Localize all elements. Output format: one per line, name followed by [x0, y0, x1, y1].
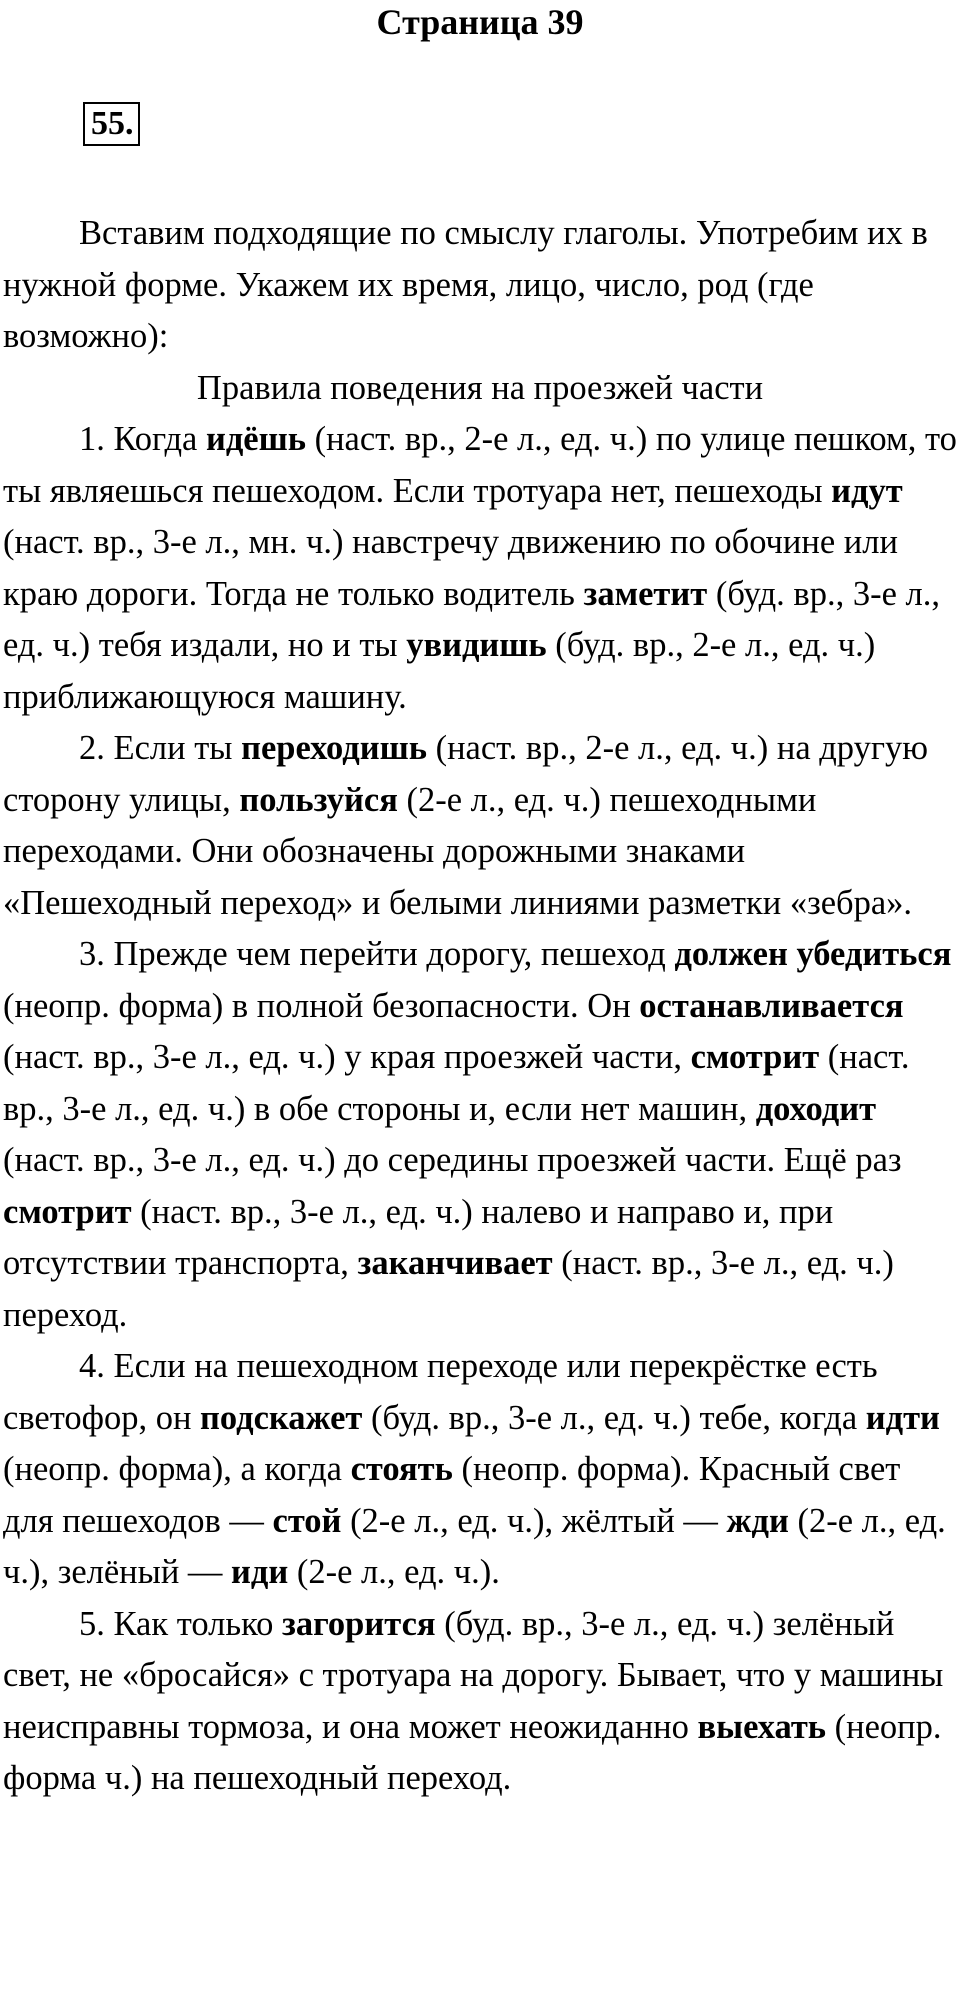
highlighted-verb: идёшь	[205, 420, 306, 458]
rule-paragraph	[3, 1341, 957, 1599]
highlighted-verb: стоять	[350, 1450, 453, 1488]
section-heading: Правила поведения на проезжей части	[196, 368, 764, 407]
highlighted-verb: переходишь	[241, 729, 427, 767]
text-segment: (наст. вр., 3-е л., ед. ч.) в обе стороны и, если нет машин,	[3, 1038, 910, 1128]
task-number-container	[83, 102, 957, 150]
highlighted-verb: загорится	[282, 1604, 436, 1643]
text-segment: (неопр. форма ч.) на пешеходный переход.	[3, 1707, 942, 1797]
highlighted-verb: заметит	[583, 574, 708, 613]
text-segment: (неопр. форма), а когда	[3, 1450, 351, 1488]
highlighted-verb: смотрит	[3, 1192, 132, 1231]
rule-paragraph	[3, 1599, 957, 1805]
document-body	[3, 208, 957, 1805]
text-segment: 2. Если ты	[79, 729, 242, 767]
text-segment: 4. Если на пешеходном переходе или перекрёстке есть светофор, он	[3, 1347, 878, 1437]
highlighted-verb: иди	[231, 1553, 289, 1591]
highlighted-verb: должен убедиться	[674, 935, 952, 973]
highlighted-verb: идут	[831, 471, 903, 510]
highlighted-verb: выехать	[697, 1707, 827, 1746]
rules-list	[3, 414, 957, 1805]
text-segment: (2-е л., ед. ч.).	[288, 1553, 500, 1591]
text-segment: (2-е л., ед. ч.), зелёный —	[3, 1501, 946, 1591]
text-segment: (буд. вр., 3-е л., ед. ч.) тебя издали, но и ты	[3, 574, 940, 664]
text-segment: (буд. вр., 3-е л., ед. ч.) тебе, когда	[362, 1398, 866, 1437]
highlighted-verb: заканчивает	[357, 1244, 553, 1282]
text-segment: (наст. вр., 2-е л., ед. ч.) на другую сторону улицы,	[3, 729, 929, 819]
text-segment: (наст. вр., 2-е л., ед. ч.) по улице пешком, то ты являешься пешеходом. Если тротуара нет, пешеходы	[3, 420, 957, 510]
text-segment: (буд. вр., 3-е л., ед. ч.) зелёный свет, не «бросайся» с тротуара на дорогу. Бывает, что у машины неисправны тормоза, и она может неожиданно	[3, 1604, 944, 1746]
text-segment: (наст. вр., 3-е л., ед. ч.) до середины проезжей части. Ещё раз	[3, 1141, 902, 1179]
highlighted-verb: идти	[865, 1398, 940, 1437]
text-segment: (2-е л., ед. ч.), жёлтый —	[341, 1501, 727, 1540]
text-segment: (буд. вр., 2-е л., ед. ч.) приближающуюся машину.	[3, 626, 876, 716]
text-segment: (наст. вр., 3-е л., мн. ч.) навстречу движению по обочине или краю дороги. Тогда не только водитель	[3, 523, 898, 613]
highlighted-verb: увидишь	[406, 626, 547, 664]
highlighted-verb: подскажет	[200, 1398, 363, 1437]
intro-paragraph: Вставим подходящие по смыслу глаголы. Употребим их в нужной форме. Укажем их время, лицо, число, род (где возможно):	[3, 214, 928, 355]
highlighted-verb: останавливается	[639, 986, 904, 1025]
text-segment: 5. Как только	[79, 1604, 283, 1643]
text-segment: (неопр. форма) в полной безопасности. Он	[3, 986, 640, 1025]
task-number-badge: 55.	[83, 102, 140, 146]
text-segment: (неопр. форма). Красный свет для пешеходов —	[3, 1450, 901, 1540]
highlighted-verb: доходит	[755, 1089, 877, 1128]
rule-paragraph	[3, 929, 957, 1341]
text-segment: (2-е л., ед. ч.) пешеходными переходами. Они обозначены дорожными знаками «Пешеходный переход» и белыми линиями разметки «зебра».	[3, 780, 913, 922]
highlighted-verb: стой	[272, 1501, 342, 1540]
page-title: Страница 39	[376, 2, 584, 42]
highlighted-verb: пользуйся	[239, 780, 398, 819]
rule-paragraph	[3, 723, 957, 929]
highlighted-verb: жди	[726, 1501, 789, 1540]
rule-paragraph	[3, 414, 957, 723]
text-segment: 1. Когда	[79, 420, 206, 458]
text-segment: (наст. вр., 3-е л., ед. ч.) у края проезжей части,	[3, 1038, 691, 1076]
highlighted-verb: смотрит	[690, 1038, 820, 1076]
text-segment: 3. Прежде чем перейти дорогу, пешеход	[79, 935, 675, 973]
text-segment: (наст. вр., 3-е л., ед. ч.) переход.	[3, 1244, 894, 1334]
text-segment: (наст. вр., 3-е л., ед. ч.) налево и направо и, при отсутствии транспорта,	[3, 1192, 834, 1282]
